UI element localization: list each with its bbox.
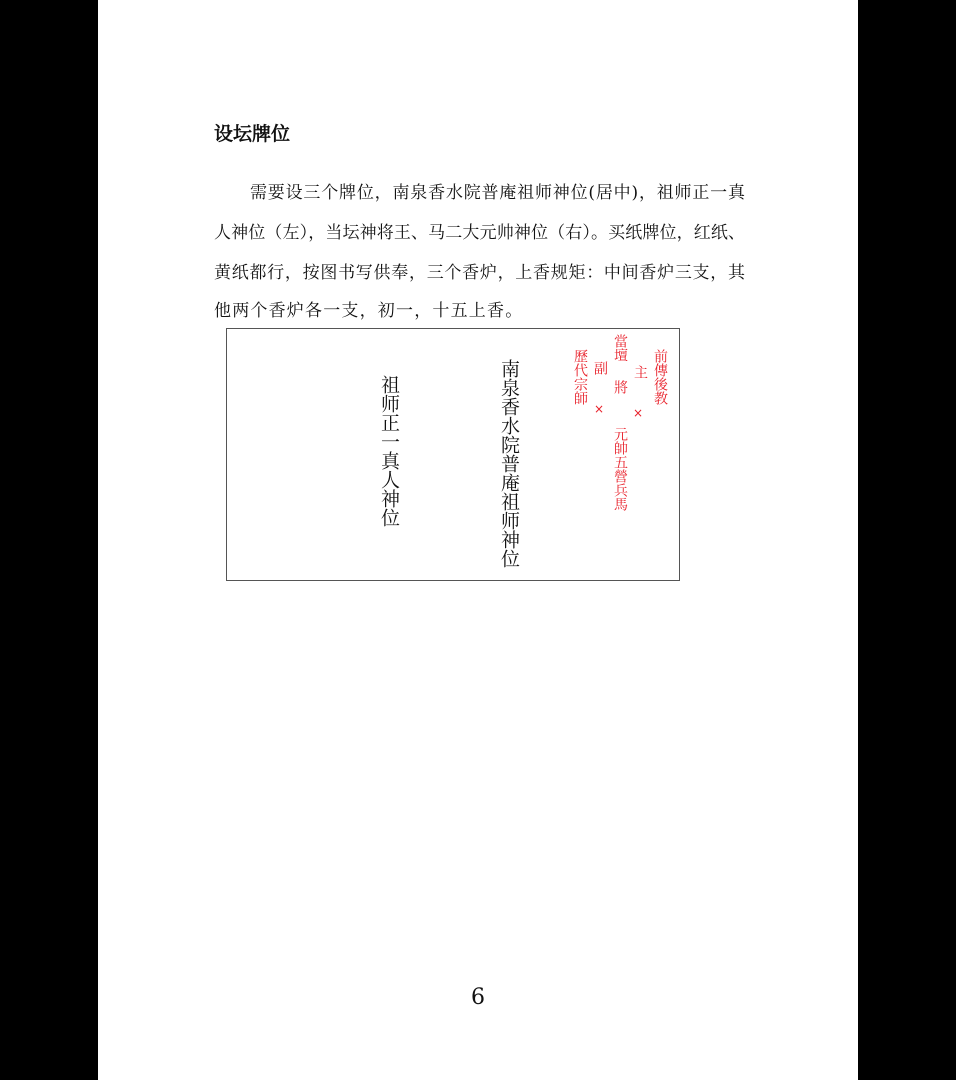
red-column-3-bottom: 元帥五營兵馬 [612, 427, 628, 511]
red-column-1: 前傳後教 [652, 349, 668, 405]
red-x-mark: × [594, 402, 605, 416]
page-number: 6 [471, 985, 485, 1010]
red-column-4: 副 [592, 361, 608, 375]
body-line-2: 人神位（左），当坛神将王、马二大元帅神位（右）。买纸牌位，红纸、 [214, 223, 745, 243]
left-tablet-text: 祖师正一真人神位 [378, 375, 400, 527]
red-x-mark: × [633, 406, 644, 420]
section-title: 设坛牌位 [214, 123, 291, 145]
red-column-3-top: 當壇 [612, 334, 628, 362]
center-tablet-text: 南泉香水院普庵祖师神位 [498, 359, 520, 568]
body-line-3: 黄纸都行，按图书写供奉，三个香炉，上香规矩：中间香炉三支，其 [214, 263, 745, 283]
tablet-diagram [226, 328, 680, 581]
red-column-3-mid: 將 [612, 380, 628, 394]
body-line-1: 需要设三个牌位，南泉香水院普庵祖师神位(居中)，祖师正一真 [250, 183, 745, 203]
red-column-2: 主 [632, 365, 648, 379]
document-page [98, 0, 858, 1080]
red-column-5: 歷代宗師 [572, 349, 588, 405]
body-line-4: 他两个香炉各一支，初一，十五上香。 [214, 301, 524, 321]
